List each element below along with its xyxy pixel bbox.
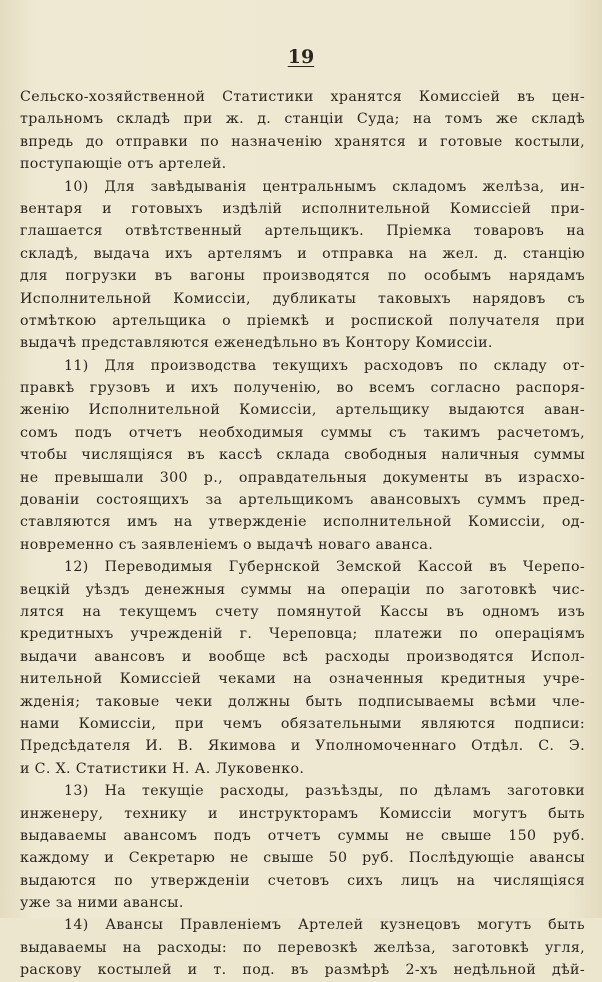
- text-line: вецкiй уѣздъ денежныя суммы на операцiи по заготовкѣ чис-: [20, 581, 585, 598]
- text-line: впредь до отправки по назначенiю хранятся и готовые костыли,: [20, 133, 585, 150]
- text-line: 13) На текущiе расходы, разъѣзды, по дѣламъ заготовки: [64, 783, 585, 800]
- text-line: жденiя; таковые чеки должны быть подписываемы всѣми чле-: [20, 693, 585, 710]
- page-number: 19: [287, 46, 315, 68]
- text-line: правкѣ грузовъ и ихъ полученiю, во всемъ согласно распоря-: [20, 380, 585, 397]
- text-line: нительной Комиссiей чеками на означенныя кредитныя учре-: [20, 671, 585, 688]
- text-line: отмѣткою артельщика о прiемкѣ и роспиской получателя при: [20, 312, 585, 329]
- text-line: чтобы числящiяся въ кассѣ склада свободныя наличныя суммы: [20, 447, 585, 464]
- text-line: нами Комиссiи, при чемъ обязательными являются подписи:: [20, 715, 585, 732]
- text-line: раскову костылей и т. под. въ размѣрѣ 2-хъ недѣльной дѣй-: [20, 962, 585, 979]
- text-line: Предсѣдателя И. В. Якимова и Уполномоченнаго Отдѣл. С. Э.: [20, 738, 585, 755]
- text-line: складѣ, выдача ихъ артелямъ и отправка на жел. д. станцiю: [20, 245, 585, 262]
- text-line: не превышали 300 р., оправдательныя документы въ израсхо-: [20, 469, 585, 486]
- text-line: 10) Для завѣдыванiя центральнымъ складомъ желѣза, ин-: [64, 178, 585, 195]
- text-line: выдаваемы на расходы: по перевозкѣ желѣза, заготовкѣ угля,: [20, 939, 585, 956]
- text-line: поступающiе отъ артелей.: [20, 156, 227, 173]
- text-line: дованiи состоящихъ за артельщикомъ авансовыхъ суммъ пред-: [20, 492, 585, 509]
- body-text: [20, 86, 585, 982]
- text-line: тральномъ складѣ при ж. д. станцiи Суда; на томъ же складѣ: [20, 111, 585, 128]
- text-line: Исполнительной Комиссiи, дубликаты таковыхъ нарядовъ съ: [20, 290, 585, 307]
- text-line: и С. Х. Статистики Н. А. Луковенко.: [20, 760, 305, 777]
- text-line: выдачѣ представляются еженедѣльно въ Контору Комиссiи.: [20, 335, 493, 352]
- text-line: новременно съ заявленiемъ о выдачѣ новаго аванса.: [20, 536, 434, 553]
- text-line: ставляются имъ на утвержденiе исполнительной Комиссiи, од-: [20, 514, 585, 531]
- text-line: 12) Переводимыя Губернской Земской Кассой въ Черепо-: [64, 559, 585, 576]
- text-line: сомъ подъ отчетъ необходимыя суммы съ такимъ расчетомъ,: [20, 424, 585, 441]
- text-line: вентаря и готовыхъ издѣлiй исполнительной Комиссiей при-: [20, 200, 585, 217]
- text-line: женiю Исполнительной Комиссiи, артельщику выдаются аван-: [20, 402, 585, 419]
- text-line: выдаются по утвержденiи счетовъ сихъ лицъ на числящiяся: [20, 872, 585, 889]
- text-line: выдаваемы авансомъ подъ отчетъ суммы не свыше 150 руб.: [20, 827, 585, 844]
- text-line: 14) Авансы Правленiемъ Артелей кузнецовъ могутъ быть: [64, 917, 585, 934]
- text-line: выдачи авансовъ и вообще всѣ расходы производятся Испол-: [20, 648, 585, 665]
- text-line: уже за ними авансы.: [20, 895, 184, 912]
- text-line: Сельско-хозяйственной Статистики хранятся Комиссiей въ цен-: [20, 89, 585, 105]
- text-line: 11) Для производства текущихъ расходовъ по складу от-: [64, 357, 585, 374]
- text-line: кредитныхъ учрежденiй г. Череповца; платежи по операцiямъ: [20, 626, 585, 643]
- text-line: для погрузки въ вагоны производятся по особымъ нарядамъ: [20, 268, 585, 285]
- text-line: каждому и Секретарю не свыше 50 руб. Послѣдующiе авансы: [20, 850, 585, 867]
- text-line: глашается отвѣтственный артельщикъ. Прiемка товаровъ на: [20, 223, 585, 240]
- text-line: инженеру, технику и инструкторамъ Комиссiи могутъ быть: [20, 805, 585, 822]
- text-line: лятся на текущемъ счету помянутой Кассы въ одномъ изъ: [20, 603, 585, 620]
